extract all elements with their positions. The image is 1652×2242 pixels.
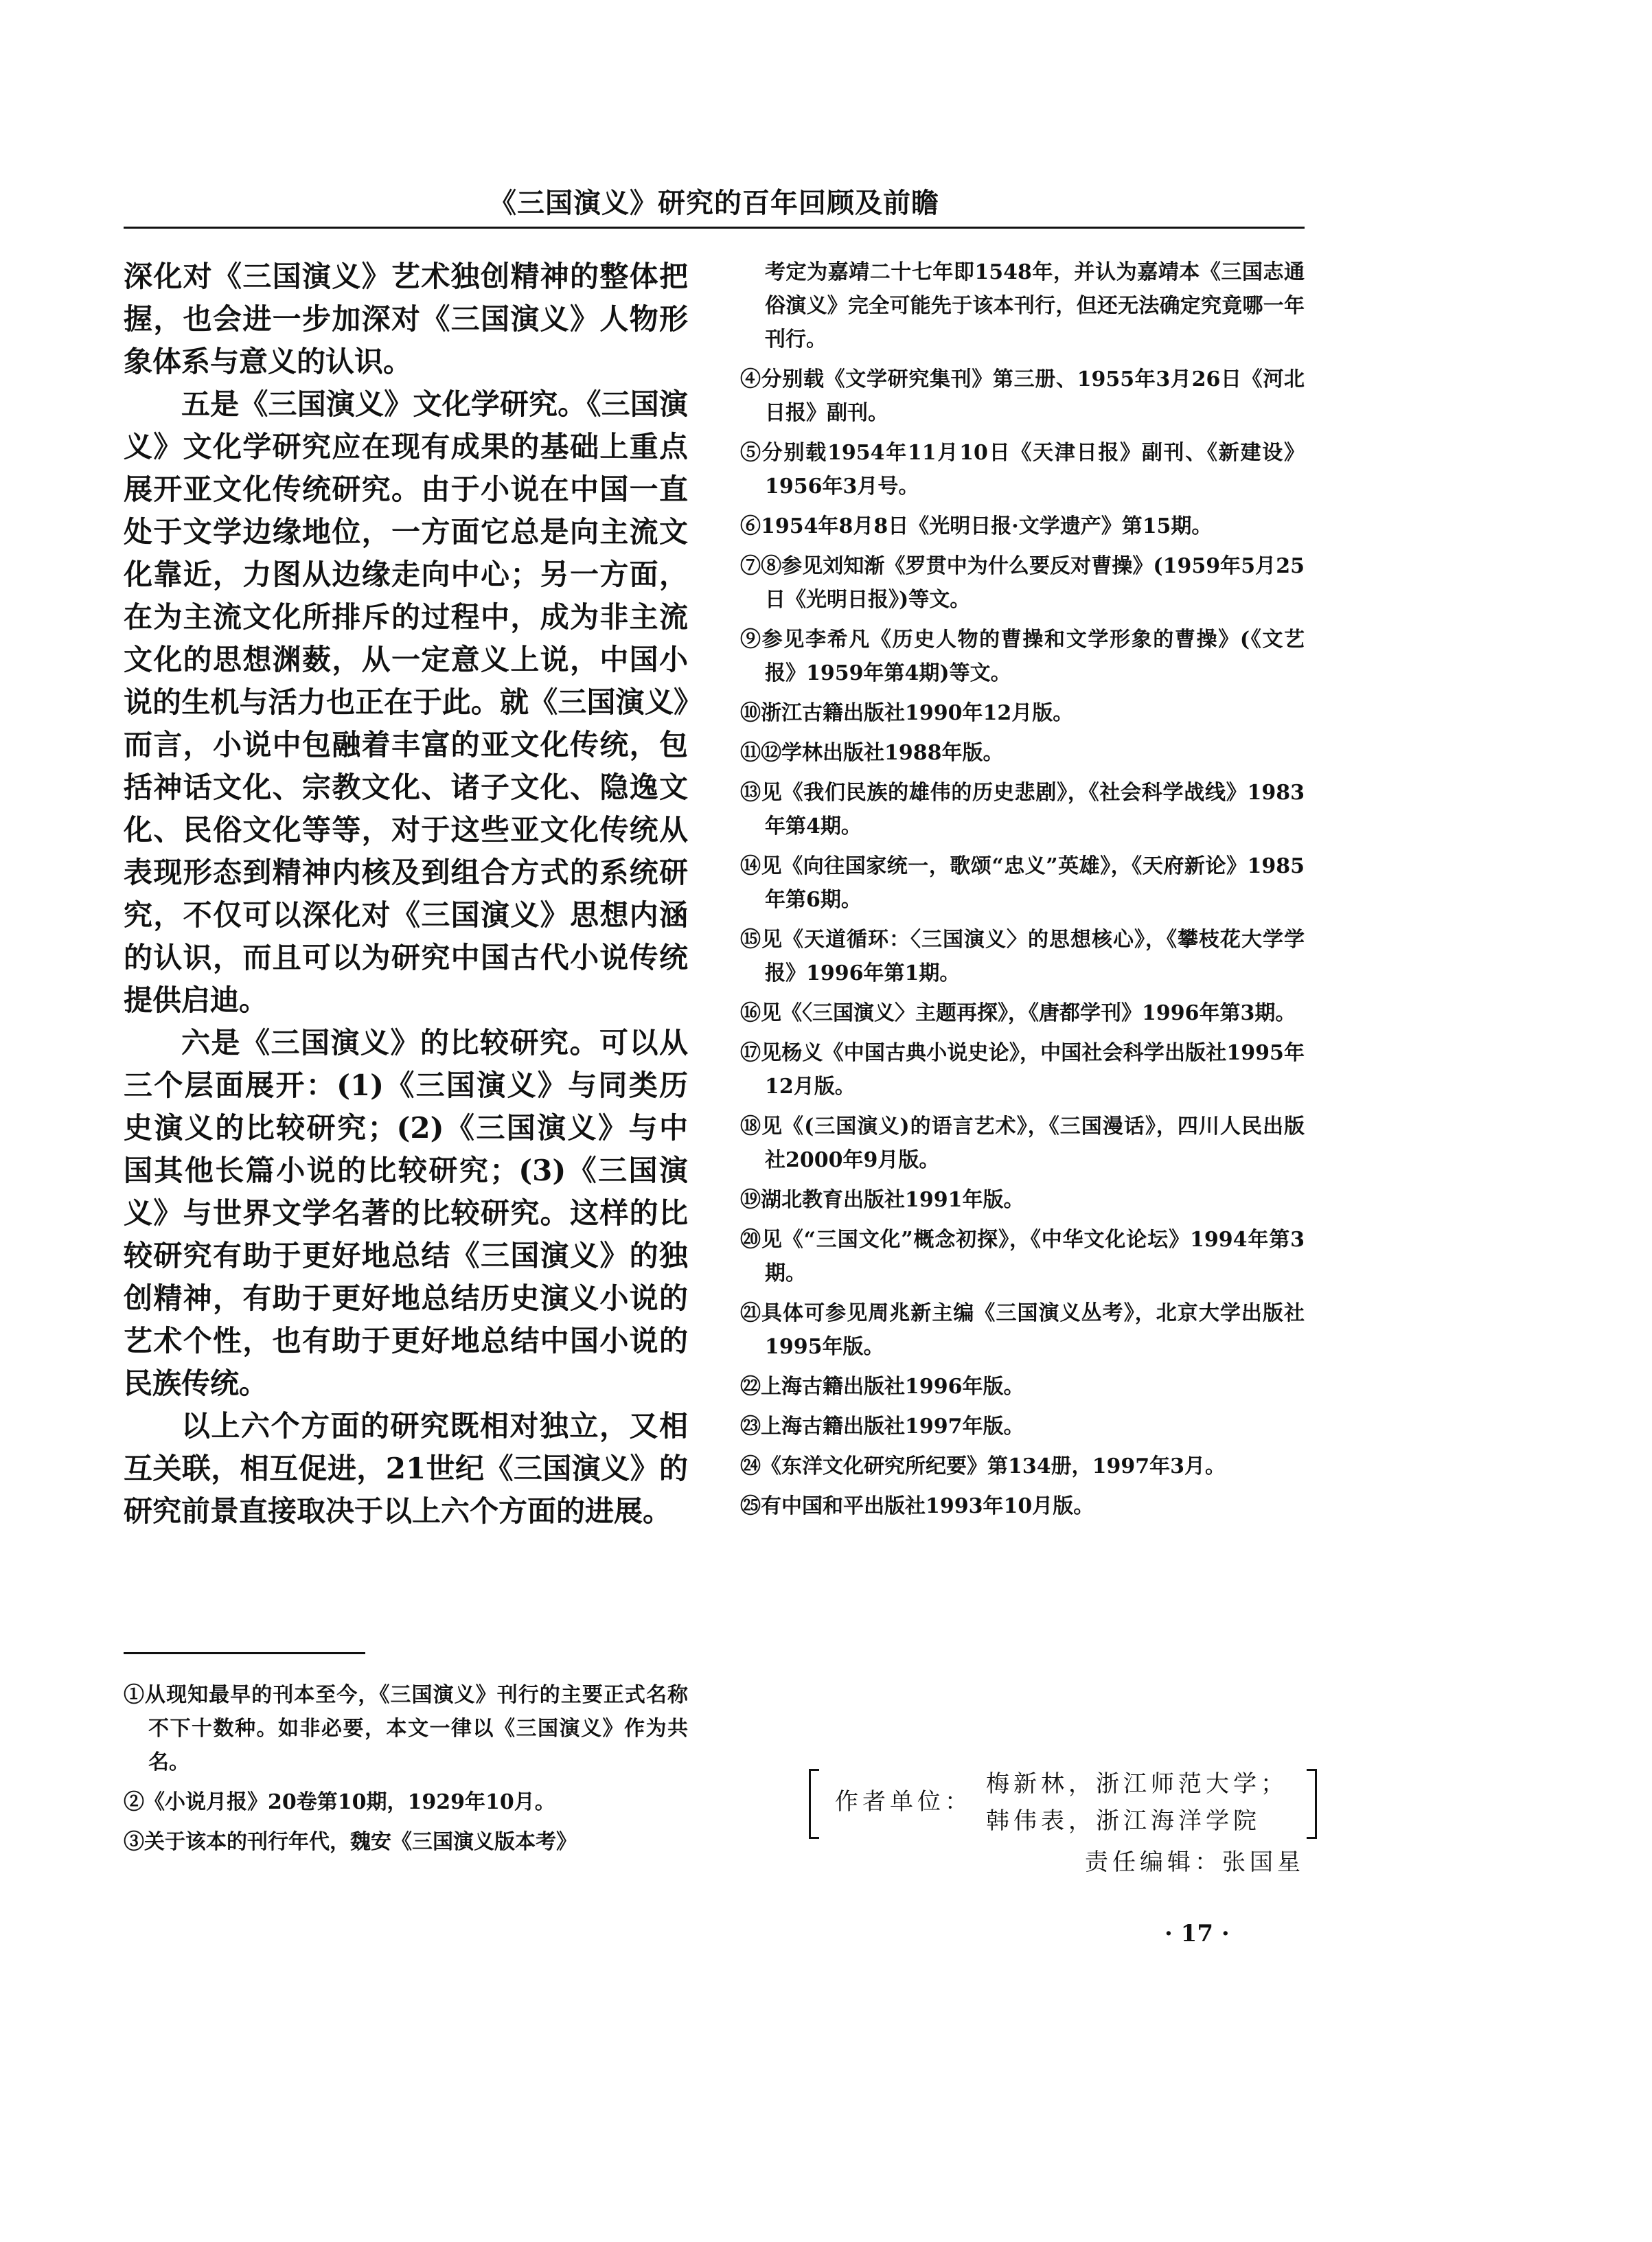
footnote-divider	[124, 1652, 365, 1654]
body-paragraph: 六是《三国演义》的比较研究。可以从三个层面展开：(1)《三国演义》与同类历史演义的比较研究；(2)《三国演义》与中国其他长篇小说的比较研究；(3)《三国演义》与世界文学名著的比较研究。这样的比较研究有助于更好地总结《三国演义》的独创精神，有助于更好地总结历史演义小说的艺术个性，也有助于更好地总结中国小说的民族传统。	[124, 1026, 688, 1400]
footnote: ⑮见《天道循环：〈三国演义〉的思想核心》，《攀枝花大学学报》1996年第1期。	[740, 928, 1305, 985]
left-bracket	[809, 1769, 819, 1839]
footnote: ⑦⑧参见刘知渐《罗贯中为什么要反对曹操》(1959年5月25日《光明日报》)等文。	[740, 554, 1305, 612]
footnote: ⑳见《“三国文化”概念初探》，《中华文化论坛》1994年第3期。	[740, 1228, 1305, 1285]
footnote: ㉒上海古籍出版社1996年版。	[740, 1375, 1024, 1399]
author-line: 梅新林，浙江师范大学；	[986, 1770, 1288, 1798]
footnote: ㉑具体可参见周兆新主编《三国演义丛考》，北京大学出版社1995年版。	[740, 1301, 1305, 1359]
footnote: ⑩浙江古籍出版社1990年12月版。	[740, 701, 1074, 725]
footnote-continuation: 考定为嘉靖二十七年即1548年，并认为嘉靖本《三国志通俗演义》完全可能先于该本刊行，但还无法确定究竟哪一年刊行。	[765, 260, 1305, 352]
body-paragraph: 五是《三国演义》文化学研究。《三国演义》文化学研究应在现有成果的基础上重点展开亚文化传统研究。由于小说在中国一直处于文学边缘地位，一方面它总是向主流文化靠近，力图从边缘走向中心；另一方面，在为主流文化所排斥的过程中，成为非主流文化的思想渊薮，从一定意义上说，中国小说的生机与活力也正在于此。就《三国演义》而言，小说中包融着丰富的亚文化传统，包括神话文化、宗教文化、诸子文化、隐逸文化、民俗文化等等，对于这些亚文化传统从表现形态到精神内核及到组合方式的系统研究，不仅可以深化对《三国演义》思想内涵的认识，而且可以为研究中国古代小说传统提供启迪。	[124, 387, 688, 1017]
page-number: · 17 ·	[1165, 1920, 1230, 1947]
footnote: ⑯见《〈三国演义〉主题再探》，《唐都学刊》1996年第3期。	[740, 1001, 1296, 1025]
footnotes-left	[124, 1678, 688, 1865]
footnote: ①从现知最早的刊本至今，《三国演义》刊行的主要正式名称不下十数种。如非必要，本文一律以《三国演义》作为共名。	[124, 1683, 688, 1774]
footnote: ⑤分别载1954年11月10日《天津日报》副刊、《新建设》1956年3月号。	[740, 441, 1305, 499]
footnote: ⑬见《我们民族的雄伟的历史悲剧》，《社会科学战线》1983年第4期。	[740, 781, 1305, 838]
footnote: ⑪⑫学林出版社1988年版。	[740, 741, 1004, 765]
author-line: 韩伟表，浙江海洋学院	[986, 1807, 1261, 1835]
header-title: 《三国演义》研究的百年回顾及前瞻	[489, 187, 939, 219]
footnote: ②《小说月报》20卷第10期，1929年10月。	[124, 1790, 555, 1814]
body-paragraph: 深化对《三国演义》艺术独创精神的整体把握，也会进一步加深对《三国演义》人物形象体系与意义的认识。	[124, 260, 688, 378]
responsible-editor: 责任编辑：张国星	[1085, 1849, 1305, 1876]
footnote: ⑱见《(三国演义)的语言艺术》，《三国漫话》，四川人民出版社2000年9月版。	[740, 1114, 1305, 1172]
body-paragraph: 以上六个方面的研究既相对独立，又相互关联，相互促进，21世纪《三国演义》的研究前景直接取决于以上六个方面的进展。	[124, 1409, 688, 1528]
footnote: ㉓上海古籍出版社1997年版。	[740, 1415, 1024, 1439]
footnote: ⑥1954年8月8日《光明日报·文学遗产》第15期。	[740, 514, 1213, 538]
body-text-column	[124, 255, 688, 1533]
footnotes-right	[740, 255, 1305, 1529]
author-label: 作者单位：	[835, 1788, 972, 1816]
right-bracket	[1307, 1769, 1317, 1839]
footnote: ㉔《东洋文化研究所纪要》第134册，1997年3月。	[740, 1454, 1226, 1478]
footnote: ⑨参见李希凡《历史人物的曹操和文学形象的曹操》(《文艺报》1959年第4期)等文。	[740, 628, 1305, 685]
footnote: ⑰见杨义《中国古典小说史论》，中国社会科学出版社1995年12月版。	[740, 1041, 1305, 1099]
footnote: ⑲湖北教育出版社1991年版。	[740, 1188, 1024, 1212]
footnote: ⑭见《向往国家统一，歌颂“忠义”英雄》，《天府新论》1985年第6期。	[740, 854, 1305, 912]
footnote: ㉕有中国和平出版社1993年10月版。	[740, 1494, 1094, 1518]
author-affiliation-box	[809, 1762, 1317, 1839]
footnote: ④分别载《文学研究集刊》第三册、1955年3月26日《河北日报》副刊。	[740, 367, 1305, 425]
footnote: ③关于该本的刊行年代，魏安《三国演义版本考》	[124, 1830, 577, 1854]
running-header	[124, 177, 1305, 229]
